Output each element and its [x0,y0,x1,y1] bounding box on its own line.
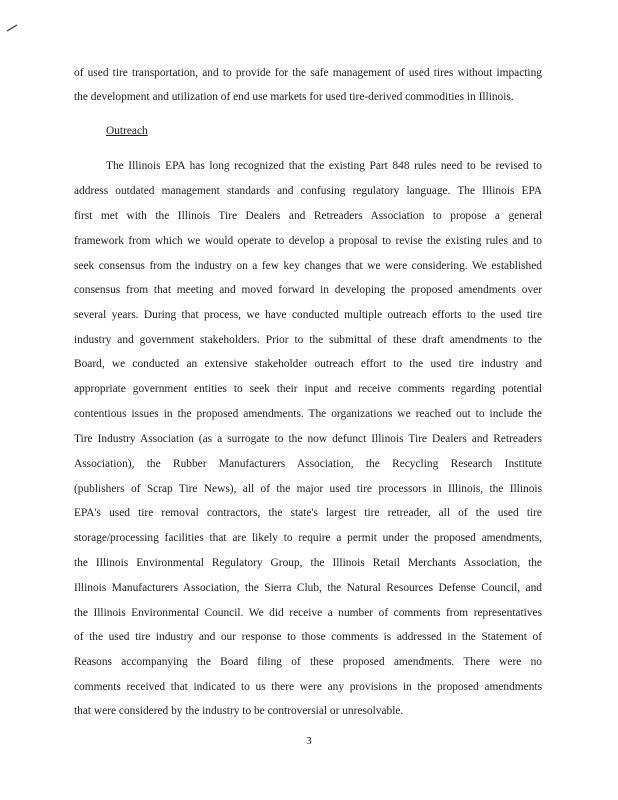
body-line: Association), the Rubber Manufacturers Association, the Recycling Research Institute [74,458,542,470]
page-number: 3 [306,735,312,747]
intro-line: of used tire transportation, and to provide for the safe management of used tires without impacting [74,67,542,79]
body-line: the Illinois Environmental Council. We did receive a number of comments from representatives [74,607,542,619]
body-line: Reasons accompanying the Board filing of these proposed amendments. There were no [74,656,542,668]
section-heading: Outreach [106,125,148,137]
body-line: comments received that indicated to us there were any provisions in the proposed amendments [74,681,542,693]
body-line: appropriate government entities to seek their input and receive comments regarding potential [74,383,542,395]
body-line: first met with the Illinois Tire Dealers and Retreaders Association to propose a general [74,210,542,222]
body-line: industry and government stakeholders. Prior to the submittal of these draft amendments to the [74,334,542,346]
body-line: contentious issues in the proposed amendments. The organizations we reached out to include the [74,408,542,420]
body-line: Board, we conducted an extensive stakeholder outreach effort to the used tire industry and [74,358,542,370]
body-line: that were considered by the industry to be controversial or unresolvable. [74,705,404,717]
body-line: Tire Industry Association (as a surrogate to the now defunct Illinois Tire Dealers and Retreaders [74,433,542,445]
intro-line: the development and utilization of end use markets for used tire-derived commodities in Illinois. [74,91,514,103]
body-line: storage/processing facilities that are likely to require a permit under the proposed amendments, [74,532,542,544]
body-line: consensus from that meeting and moved forward in developing the proposed amendments over [74,284,542,296]
body-line: The Illinois EPA has long recognized that the existing Part 848 rules need to be revised to [106,160,542,172]
body-line: of the used tire industry and our response to those comments is addressed in the Statement of [74,631,542,643]
body-line: (publishers of Scrap Tire News), all of the major used tire processors in Illinois, the Illinois [74,483,542,495]
body-line: the Illinois Environmental Regulatory Group, the Illinois Retail Merchants Association, the [74,557,542,569]
body-line: several years. During that process, we have conducted multiple outreach efforts to the used tire [74,309,542,321]
body-line: EPA's used tire removal contractors, the state's largest tire retreader, all of the used tire [74,507,542,519]
body-line: framework from which we would operate to develop a proposal to revise the existing rules and to [74,235,542,247]
body-line: Illinois Manufacturers Association, the Sierra Club, the Natural Resources Defense Council, and [74,582,542,594]
body-line: seek consensus from the industry on a few key changes that we were considering. We established [74,260,542,272]
scan-artifact-mark [6,24,18,32]
body-line: address outdated management standards and confusing regulatory language. The Illinois EPA [74,185,542,197]
